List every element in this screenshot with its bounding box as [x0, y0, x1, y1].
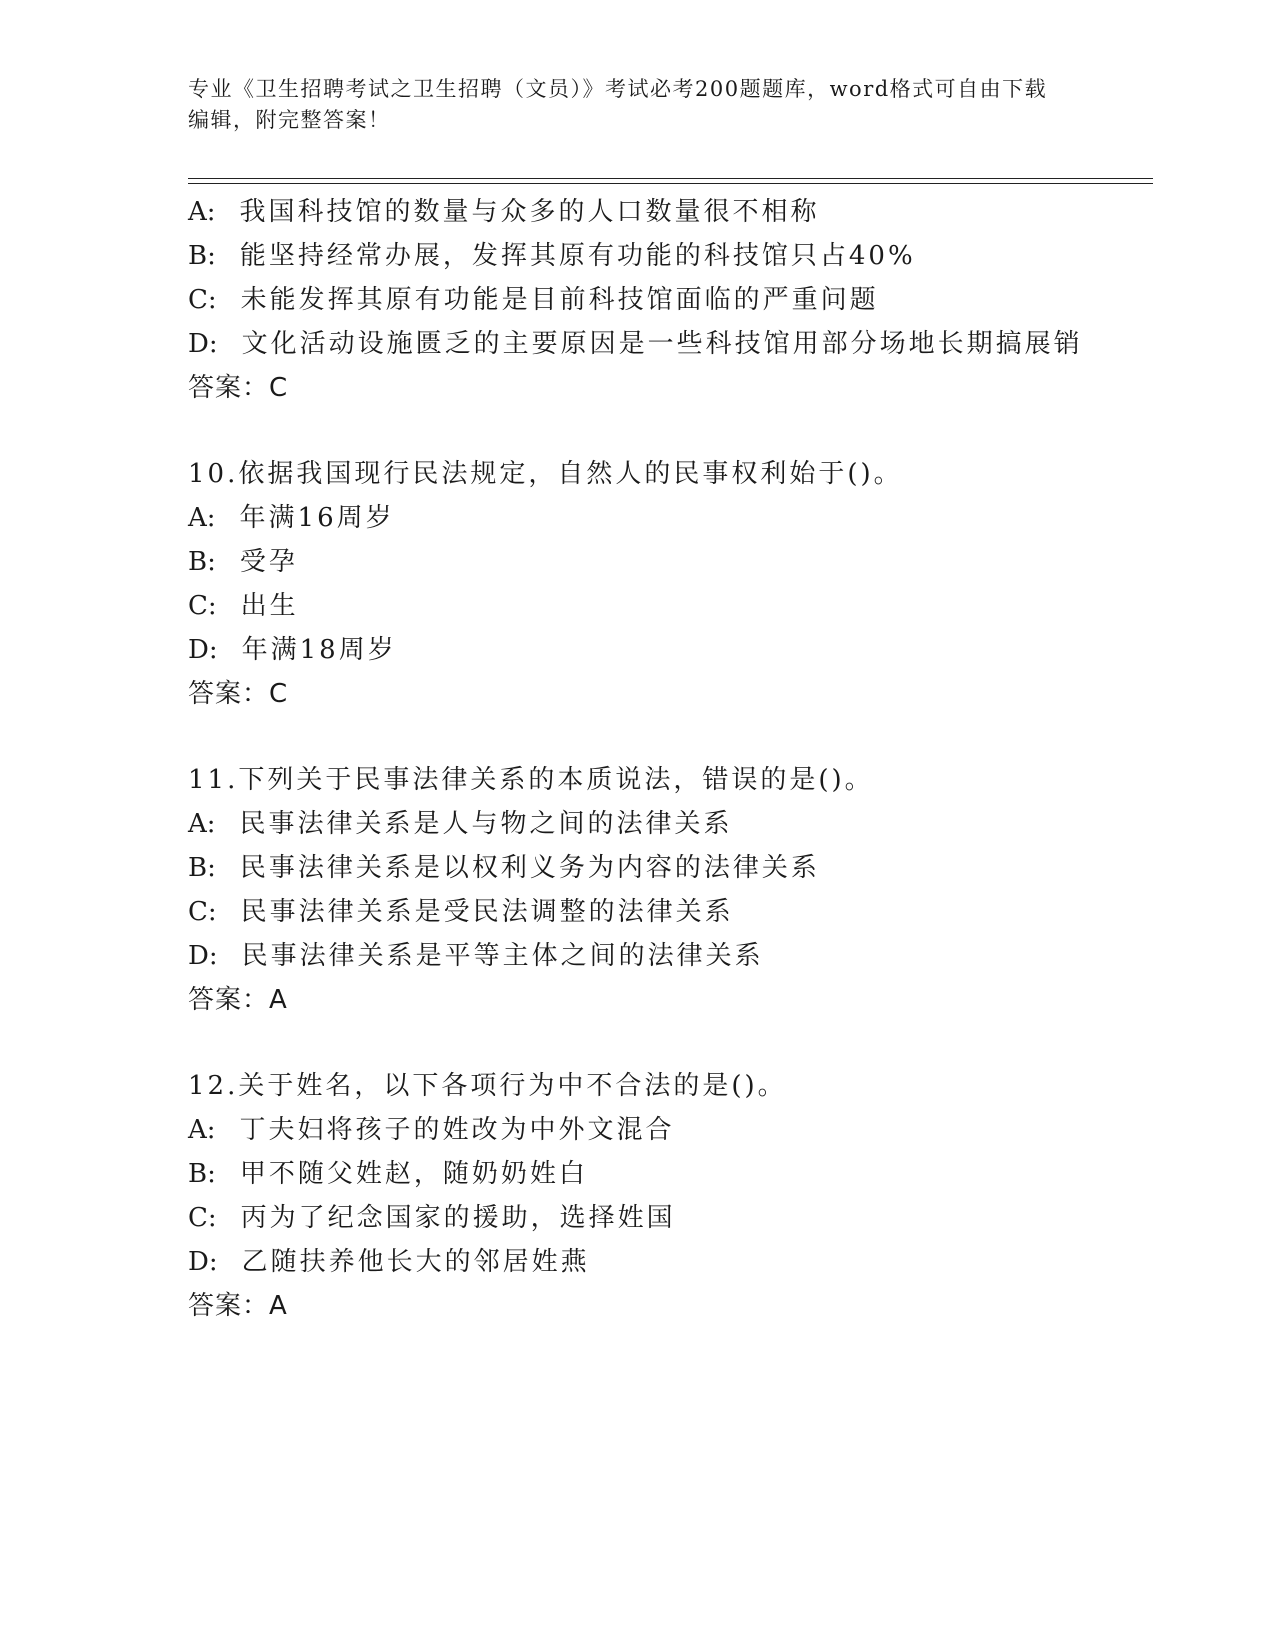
option-letter: A: [188, 1115, 216, 1145]
option-text: 未能发挥其原有功能是目前科技馆面临的严重问题 [240, 285, 879, 315]
option-line [188, 234, 916, 278]
answer-line: 答案：C [188, 679, 289, 709]
option-letter: B: [188, 853, 216, 883]
option-letter: C: [188, 897, 217, 927]
option-line [188, 802, 733, 846]
option-letter: D: [188, 635, 218, 665]
option-letter: C: [188, 285, 217, 315]
option-text: 民事法律关系是平等主体之间的法律关系 [241, 941, 764, 971]
option-letter: B: [188, 547, 216, 577]
option-line [188, 846, 820, 890]
option-letter: D: [188, 1247, 218, 1277]
document-intro: 专业《卫生招聘考试之卫生招聘（文员）》考试必考200题题库，word格式可自由下载编辑，附完整答案！ [188, 77, 1048, 132]
option-line [188, 496, 395, 540]
option-letter: B: [188, 1159, 216, 1189]
option-line [188, 934, 764, 978]
option-letter: A: [188, 503, 216, 533]
option-letter: D: [188, 941, 218, 971]
answer-line: 答案：A [188, 985, 288, 1015]
option-text: 乙随扶养他长大的邻居姓燕 [241, 1247, 590, 1277]
option-text: 出生 [240, 591, 299, 621]
option-line [188, 278, 879, 322]
header-divider-top [188, 178, 1153, 179]
option-line [188, 540, 298, 584]
option-line [188, 628, 397, 672]
answer-line: 答案：A [188, 1291, 288, 1321]
option-line [188, 890, 734, 934]
header-divider-bottom [188, 183, 1153, 184]
option-text: 年满18周岁 [241, 635, 397, 665]
option-letter: A: [188, 809, 216, 839]
option-letter: D: [188, 329, 218, 359]
option-text: 我国科技馆的数量与众多的人口数量很不相称 [239, 197, 820, 227]
option-text: 民事法律关系是人与物之间的法律关系 [239, 809, 733, 839]
option-text: 丙为了纪念国家的援助，选择姓国 [240, 1203, 676, 1233]
option-text: 民事法律关系是以权利义务为内容的法律关系 [239, 853, 820, 883]
option-text: 丁夫妇将孩子的姓改为中外文混合 [239, 1115, 675, 1145]
option-line [188, 190, 820, 234]
option-text: 受孕 [239, 547, 298, 577]
option-line [188, 1240, 590, 1284]
option-line [188, 1108, 675, 1152]
option-text: 甲不随父姓赵，随奶奶姓白 [239, 1159, 588, 1189]
question-stem: 11.下列关于民事法律关系的本质说法，错误的是()。 [188, 765, 874, 795]
option-text: 民事法律关系是受民法调整的法律关系 [240, 897, 734, 927]
question-stem: 10.依据我国现行民法规定，自然人的民事权利始于()。 [188, 459, 903, 489]
option-text: 能坚持经常办展，发挥其原有功能的科技馆只占40% [239, 241, 916, 271]
question-stem: 12.关于姓名，以下各项行为中不合法的是()。 [188, 1071, 787, 1101]
option-line [188, 322, 1083, 366]
option-line [188, 584, 299, 628]
option-text: 年满16周岁 [239, 503, 395, 533]
option-letter: C: [188, 591, 217, 621]
option-letter: B: [188, 241, 216, 271]
option-line [188, 1196, 676, 1240]
option-letter: A: [188, 197, 216, 227]
option-letter: C: [188, 1203, 217, 1233]
option-text: 文化活动设施匮乏的主要原因是一些科技馆用部分场地长期搞展销 [241, 329, 1083, 359]
option-line [188, 1152, 588, 1196]
answer-line: 答案：C [188, 373, 289, 403]
